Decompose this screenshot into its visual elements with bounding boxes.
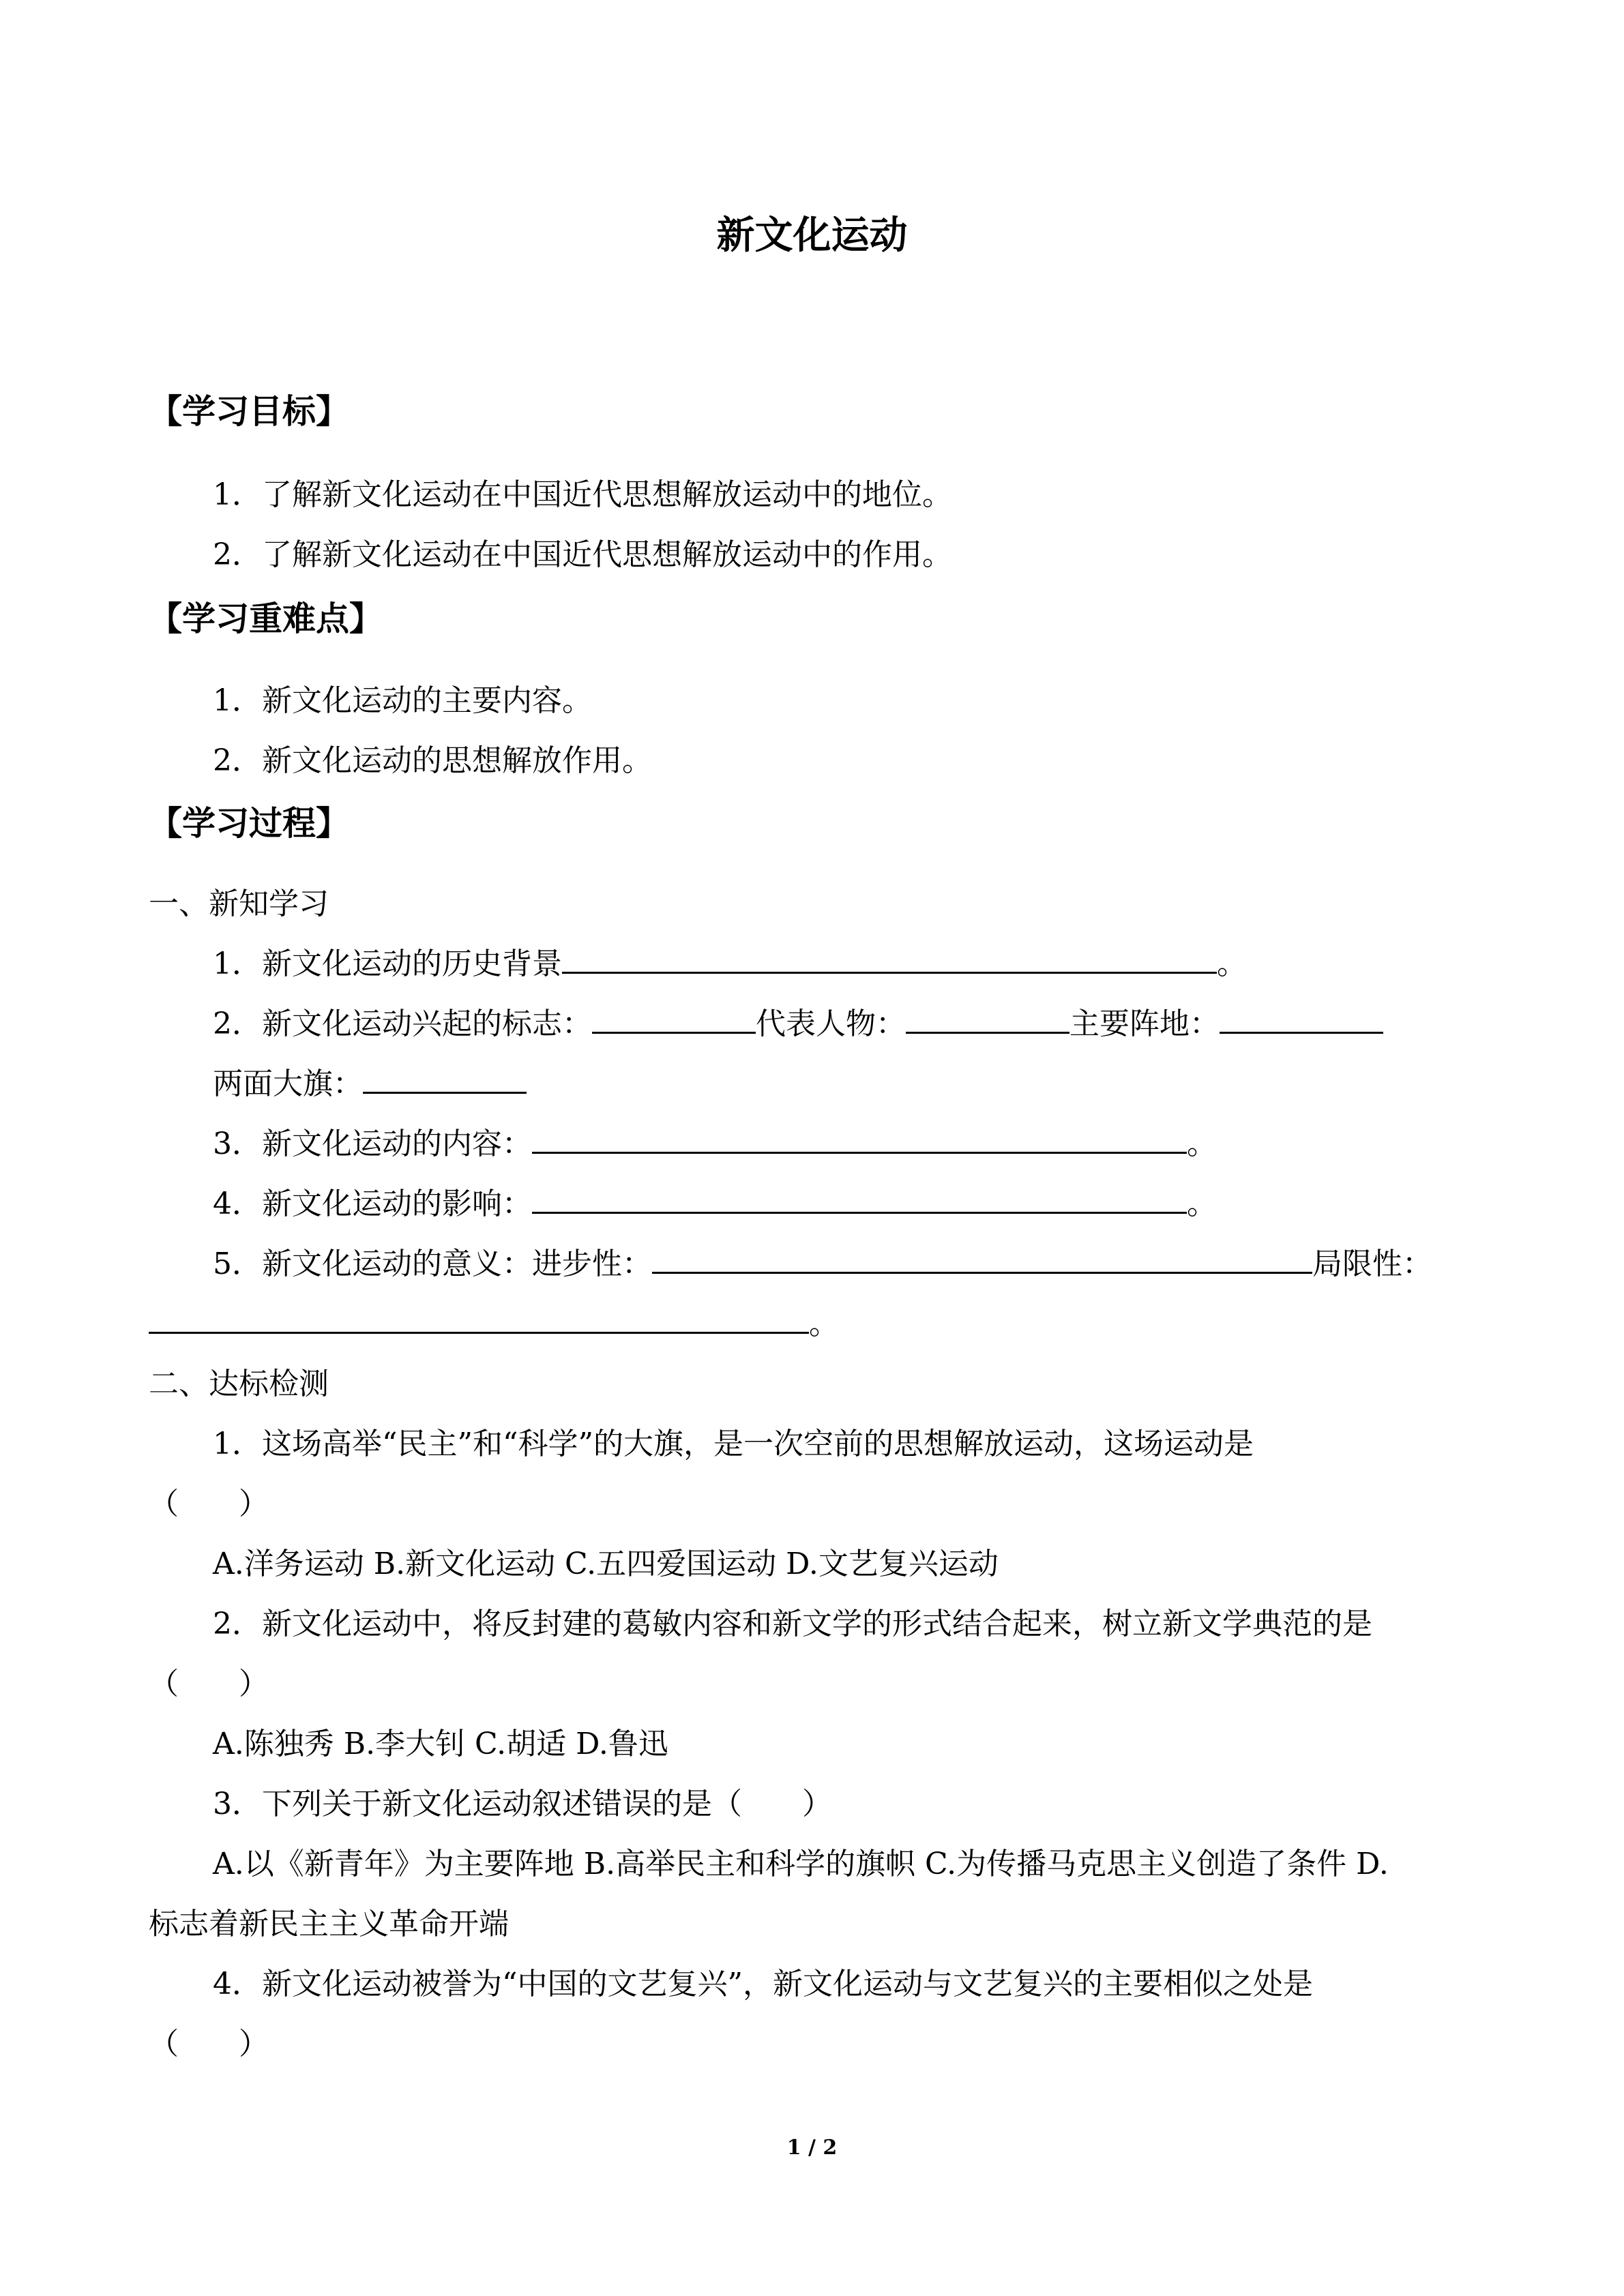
- fill-question-2: [213, 1002, 1383, 1046]
- answer-blank[interactable]: [906, 1025, 1069, 1034]
- label-representative: 代表人物：: [756, 1007, 906, 1041]
- part2-heading: 二、达标检测: [149, 1367, 329, 1401]
- label-limitation: 局限性：: [1312, 1247, 1432, 1281]
- answer-blank[interactable]: [1220, 1025, 1383, 1034]
- page-title: 新文化运动: [716, 213, 908, 258]
- period: 。: [809, 1307, 839, 1341]
- answer-blank[interactable]: [652, 1265, 1312, 1274]
- period: 。: [1187, 1127, 1217, 1161]
- mc-question-1-paren: （ ）: [149, 1487, 269, 1521]
- fill-question-5-cont: [149, 1302, 839, 1346]
- fill-question-2-cont: [213, 1062, 527, 1106]
- answer-blank[interactable]: [149, 1325, 809, 1334]
- answer-blank[interactable]: [562, 965, 1217, 974]
- mc-question-4-stem: 4．新文化运动被誉为“中国的文艺复兴”，新文化运动与文艺复兴的主要相似之处是: [213, 1967, 1313, 2001]
- mc-question-1-options: A.洋务运动 B.新文化运动 C.五四爱国运动 D.文艺复兴运动: [213, 1547, 999, 1581]
- keypoint-item-1: 1．新文化运动的主要内容。: [213, 683, 592, 718]
- answer-blank[interactable]: [532, 1205, 1187, 1214]
- keypoint-item-2: 2．新文化运动的思想解放作用。: [213, 743, 652, 778]
- part1-heading: 一、新知学习: [149, 886, 329, 921]
- answer-blank[interactable]: [363, 1085, 527, 1094]
- fill-question-5: [213, 1242, 1432, 1286]
- mc-question-2-paren: （ ）: [149, 1667, 269, 1701]
- fill-question-2-text: 2．新文化运动兴起的标志：: [213, 1007, 592, 1041]
- label-two-flags: 两面大旗：: [213, 1067, 363, 1101]
- period: 。: [1187, 1187, 1217, 1221]
- goal-item-2: 2．了解新文化运动在中国近代思想解放运动中的作用。: [213, 537, 952, 572]
- keypoints-heading: 【学习重难点】: [149, 599, 383, 638]
- mc-question-4-paren: （ ）: [149, 2027, 269, 2061]
- answer-blank[interactable]: [592, 1025, 756, 1034]
- fill-question-4-text: 4．新文化运动的影响：: [213, 1187, 532, 1221]
- mc-question-3-options-cont: 标志着新民主主义革命开端: [149, 1907, 509, 1941]
- fill-question-1: [213, 942, 1247, 986]
- process-heading: 【学习过程】: [149, 803, 350, 843]
- mc-question-2-stem: 2．新文化运动中，将反封建的葛敏内容和新文学的形式结合起来，树立新文学典范的是: [213, 1607, 1372, 1641]
- fill-question-3-text: 3．新文化运动的内容：: [213, 1127, 532, 1161]
- mc-question-1-stem: 1．这场高举“民主”和“科学”的大旗，是一次空前的思想解放运动，这场运动是: [213, 1427, 1254, 1461]
- mc-question-2-options: A.陈独秀 B.李大钊 C.胡适 D.鲁迅: [213, 1727, 668, 1761]
- page-number: 1 / 2: [786, 2136, 838, 2160]
- fill-question-5-text: 5．新文化运动的意义：进步性：: [213, 1247, 652, 1281]
- mc-question-3-options: A.以《新青年》为主要阵地 B.高举民主和科学的旗帜 C.为传播马克思主义创造了条件 D.: [213, 1847, 1389, 1881]
- mc-question-3-stem: 3．下列关于新文化运动叙述错误的是（ ）: [213, 1787, 832, 1821]
- period: 。: [1217, 946, 1247, 981]
- fill-question-3: [213, 1122, 1217, 1166]
- fill-question-1-text: 1．新文化运动的历史背景: [213, 946, 562, 981]
- goals-heading: 【学习目标】: [149, 391, 350, 431]
- goal-item-1: 1．了解新文化运动在中国近代思想解放运动中的地位。: [213, 477, 952, 512]
- answer-blank[interactable]: [532, 1145, 1187, 1154]
- fill-question-4: [213, 1182, 1217, 1226]
- label-main-base: 主要阵地：: [1069, 1007, 1220, 1041]
